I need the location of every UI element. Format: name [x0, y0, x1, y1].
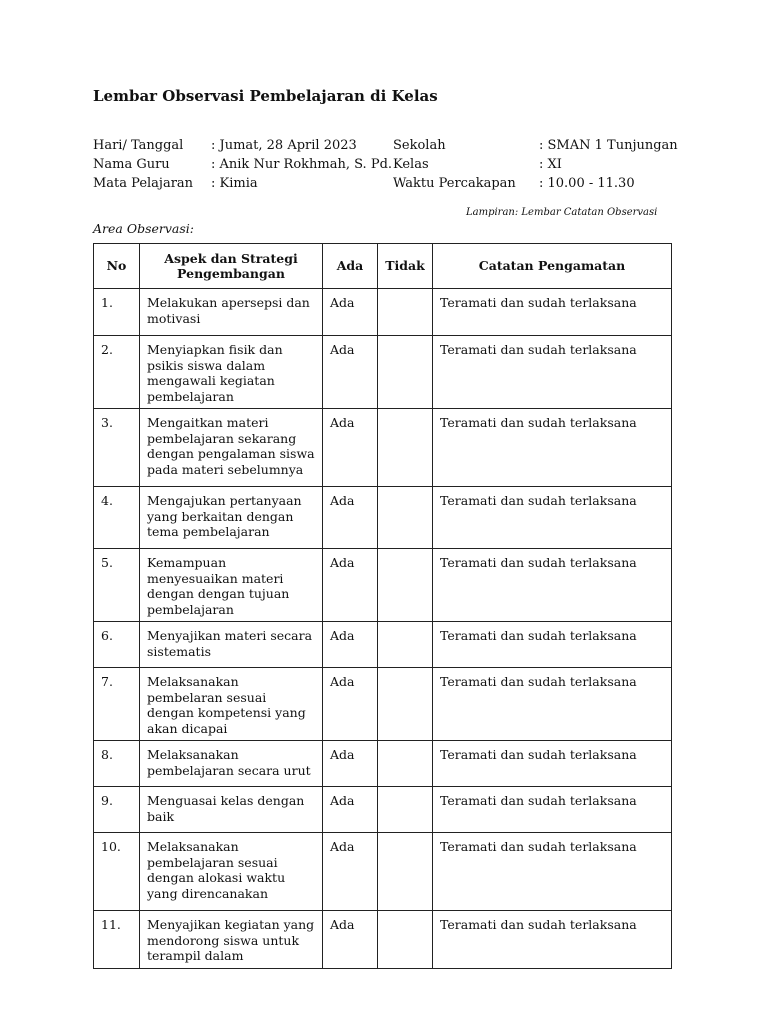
document-title: Lembar Observasi Pembelajaran di Kelas: [93, 87, 438, 105]
row-ada: Ada: [323, 549, 378, 622]
row-note: Teramati dan sudah terlaksana: [433, 787, 672, 833]
attachment-note: Lampiran: Lembar Catatan Observasi: [466, 207, 658, 218]
row-aspect: Mengajukan pertanyaan yang berkaitan dengan tema pembelajaran: [140, 487, 323, 549]
row-note: Teramati dan sudah terlaksana: [433, 622, 672, 668]
row-note: Teramati dan sudah terlaksana: [433, 549, 672, 622]
table-row: [94, 911, 672, 969]
row-tidak: [378, 911, 433, 969]
header-ada: Ada: [323, 244, 378, 289]
info-row: [93, 176, 693, 195]
row-tidak: [378, 668, 433, 741]
info-value: : SMAN 1 Tunjungan: [539, 138, 678, 153]
row-tidak: [378, 833, 433, 911]
row-tidak: [378, 549, 433, 622]
info-label: Sekolah: [393, 138, 446, 153]
observation-table: [93, 243, 672, 969]
info-label: Waktu Percakapan: [393, 176, 516, 191]
table-row: [94, 487, 672, 549]
info-value: : Kimia: [211, 176, 258, 191]
row-tidak: [378, 336, 433, 409]
info-value: : XI: [539, 157, 562, 172]
table-header-row: [94, 244, 672, 289]
header-tidak: Tidak: [378, 244, 433, 289]
row-number: 11.: [94, 911, 140, 969]
row-ada: Ada: [323, 668, 378, 741]
table-row: [94, 787, 672, 833]
row-aspect: Melaksanakan pembelaran sesuai dengan kompetensi yang akan dicapai: [140, 668, 323, 741]
row-aspect: Melaksanakan pembelajaran secara urut: [140, 741, 323, 787]
table-row: [94, 289, 672, 336]
row-number: 8.: [94, 741, 140, 787]
table-row: [94, 833, 672, 911]
row-tidak: [378, 787, 433, 833]
row-tidak: [378, 622, 433, 668]
row-ada: Ada: [323, 336, 378, 409]
row-number: 7.: [94, 668, 140, 741]
row-aspect: Menyajikan kegiatan yang mendorong siswa untuk terampil dalam: [140, 911, 323, 969]
header-notes: Catatan Pengamatan: [433, 244, 672, 289]
table-row: [94, 549, 672, 622]
row-aspect: Menyiapkan fisik dan psikis siswa dalam mengawali kegiatan pembelajaran: [140, 336, 323, 409]
info-block: [93, 138, 693, 198]
table-row: [94, 409, 672, 487]
header-no: No: [94, 244, 140, 289]
row-aspect: Melakukan apersepsi dan motivasi: [140, 289, 323, 336]
row-aspect: Kemampuan menyesuaikan materi dengan dengan tujuan pembelajaran: [140, 549, 323, 622]
row-tidak: [378, 409, 433, 487]
row-tidak: [378, 487, 433, 549]
row-ada: Ada: [323, 833, 378, 911]
row-aspect: Mengaitkan materi pembelajaran sekarang dengan pengalaman siswa pada materi sebelumnya: [140, 409, 323, 487]
info-row: [93, 157, 693, 176]
row-ada: Ada: [323, 911, 378, 969]
info-label: Kelas: [393, 157, 429, 172]
table-row: [94, 741, 672, 787]
info-label: Mata Pelajaran: [93, 176, 194, 191]
table-row: [94, 622, 672, 668]
row-number: 3.: [94, 409, 140, 487]
table-row: [94, 336, 672, 409]
row-note: Teramati dan sudah terlaksana: [433, 741, 672, 787]
header-aspect: Aspek dan Strategi Pengembangan: [140, 244, 323, 289]
row-number: 6.: [94, 622, 140, 668]
row-ada: Ada: [323, 787, 378, 833]
row-ada: Ada: [323, 487, 378, 549]
table-row: [94, 668, 672, 741]
row-number: 10.: [94, 833, 140, 911]
row-tidak: [378, 289, 433, 336]
row-number: 2.: [94, 336, 140, 409]
row-note: Teramati dan sudah terlaksana: [433, 833, 672, 911]
row-note: Teramati dan sudah terlaksana: [433, 911, 672, 969]
row-number: 4.: [94, 487, 140, 549]
row-note: Teramati dan sudah terlaksana: [433, 487, 672, 549]
row-ada: Ada: [323, 289, 378, 336]
info-value: : Jumat, 28 April 2023: [211, 138, 357, 153]
row-ada: Ada: [323, 409, 378, 487]
row-aspect: Melaksanakan pembelajaran sesuai dengan alokasi waktu yang direncanakan: [140, 833, 323, 911]
row-ada: Ada: [323, 741, 378, 787]
row-note: Teramati dan sudah terlaksana: [433, 668, 672, 741]
row-ada: Ada: [323, 622, 378, 668]
info-value: : 10.00 - 11.30: [539, 176, 635, 191]
row-note: Teramati dan sudah terlaksana: [433, 336, 672, 409]
row-number: 1.: [94, 289, 140, 336]
row-aspect: Menyajikan materi secara sistematis: [140, 622, 323, 668]
row-number: 9.: [94, 787, 140, 833]
row-note: Teramati dan sudah terlaksana: [433, 289, 672, 336]
row-tidak: [378, 741, 433, 787]
row-aspect: Menguasai kelas dengan baik: [140, 787, 323, 833]
info-row: [93, 138, 693, 157]
info-value: : Anik Nur Rokhmah, S. Pd.: [211, 157, 393, 172]
info-label: Nama Guru: [93, 157, 170, 172]
row-number: 5.: [94, 549, 140, 622]
area-label: Area Observasi:: [93, 221, 195, 236]
row-note: Teramati dan sudah terlaksana: [433, 409, 672, 487]
info-label: Hari/ Tanggal: [93, 138, 184, 153]
